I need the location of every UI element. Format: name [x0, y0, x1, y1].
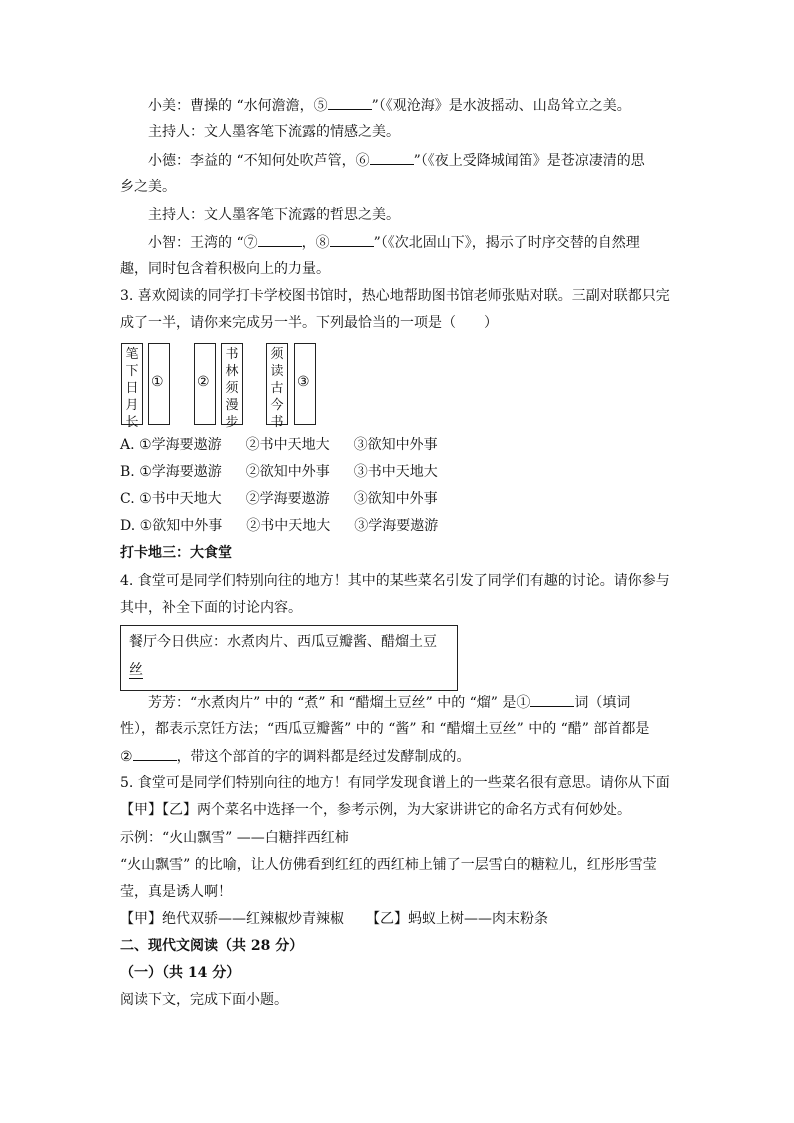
- fangfang-line3: ② ，带这个部首的字的调料都是经过发酵制成的。: [120, 746, 471, 767]
- couplet-box-3: [266, 343, 288, 430]
- line-xiaode: 小德：李益的 “不知何处吹芦管，⑥ ”（《夜上受降城闻笛》是苍凉凄清的思: [148, 150, 645, 171]
- line-xiaode-cont: 乡之美。: [120, 179, 176, 195]
- section-2-heading: 二、现代文阅读（共 28 分）: [120, 938, 304, 954]
- couplet-box-blank-1[interactable]: [148, 343, 170, 425]
- line-xiaozhi-cont: 趣，同时包含着积极向上的力量。: [120, 261, 330, 277]
- couplet-box-blank-2[interactable]: [194, 343, 216, 425]
- couplet-box-2: [221, 343, 243, 430]
- question-5-line2: 【甲】【乙】两个菜名中选择一个，参考示例，为大家讲讲它的命名方式有何妙处。: [120, 802, 631, 818]
- couplet-text-2: 书林须漫步: [225, 347, 239, 430]
- marker-1: ①: [151, 374, 164, 390]
- blank-6[interactable]: [370, 150, 414, 165]
- option-b[interactable]: B. ①学海要遨游 ②欲知中外事 ③书中天地大: [120, 464, 438, 480]
- menu-line-1: 餐厅今日供应：水煮肉片、西瓜豆瓣酱、醋熘土豆: [129, 634, 437, 650]
- fangfang-line2: 性），都表示烹饪方法；“西瓜豆瓣酱” 中的 “酱” 和 “醋熘土豆丝” 中的 “醋” 部首都是: [120, 721, 650, 737]
- dish-yi: 【乙】蚂蚁上树——肉末粉条: [366, 911, 548, 927]
- line-xiaomei: 小美：曹操的 “水何澹澹，⑤ ”（《观沧海》是水波摇动、山岛耸立之美。: [148, 95, 631, 116]
- dish-options: [120, 909, 548, 929]
- couplet-text-1: 笔下日月长: [125, 347, 139, 430]
- section-cafeteria-heading: 打卡地三：大食堂: [120, 545, 232, 561]
- couplet-text-3: 须读古今书: [270, 347, 284, 430]
- question-5-line1: 5. 食堂可是同学们特别向往的地方！有同学发现食谱上的一些菜名很有意思。请你从下面: [120, 775, 670, 791]
- option-c[interactable]: C. ①书中天地大 ②学海要遨游 ③欲知中外事: [120, 491, 438, 507]
- reading-instruction: 阅读下文，完成下面小题。: [120, 992, 288, 1008]
- option-a[interactable]: A. ①学海要遨游 ②书中天地大 ③欲知中外事: [120, 437, 438, 453]
- blank-5[interactable]: [328, 95, 372, 110]
- menu-line-2: 丝: [129, 662, 143, 678]
- question-4-line1: 4. 食堂可是同学们特别向往的地方！其中的某些菜名引发了同学们有趣的讨论。请你参与: [120, 573, 670, 589]
- blank-8[interactable]: [330, 232, 374, 247]
- option-d[interactable]: D. ①欲知中外事 ②书中天地大 ③学海要遨游: [120, 518, 439, 534]
- blank-answer-1[interactable]: [530, 692, 574, 707]
- marker-2: ②: [197, 374, 210, 390]
- line-host-1: 主持人：文人墨客笔下流露的情感之美。: [148, 124, 400, 140]
- marker-3: ③: [297, 374, 310, 390]
- line-host-2: 主持人：文人墨客笔下流露的哲思之美。: [148, 207, 400, 223]
- part-1-heading: （一）（共 14 分）: [120, 965, 241, 981]
- line-xiaozhi: 小智：王湾的 “⑦ ，⑧ ”（《次北固山下》，揭示了时序交替的自然理: [148, 232, 640, 253]
- question-3-line1: 3. 喜欢阅读的同学打卡学校图书馆时，热心地帮助图书馆老师张贴对联。三副对联都只完: [120, 288, 670, 304]
- question-3-line2: 成了一半，请你来完成另一半。下列最恰当的一项是（ ）: [120, 315, 498, 331]
- couplet-box-1: [121, 343, 143, 430]
- fangfang-line1: 芳芳：“水煮肉片” 中的 “煮” 和 “醋熘土豆丝” 中的 “熘” 是① 词（填词: [148, 692, 630, 713]
- blank-answer-2[interactable]: [133, 746, 177, 761]
- couplet-box-blank-3[interactable]: [294, 343, 316, 425]
- example-line3: 莹，真是诱人啊！: [120, 884, 232, 900]
- example-line2: “火山飘雪” 的比喻，让人仿佛看到红红的西红柿上铺了一层雪白的糖粒儿，红彤彤雪莹: [120, 857, 657, 873]
- question-4-line2: 其中，补全下面的讨论内容。: [120, 600, 302, 616]
- dish-jia: 【甲】绝代双骄——红辣椒炒青辣椒: [120, 911, 344, 927]
- menu-box: [120, 625, 458, 691]
- example-line1: 示例：“火山飘雪” ——白糖拌西红柿: [120, 830, 349, 846]
- blank-7[interactable]: [258, 232, 302, 247]
